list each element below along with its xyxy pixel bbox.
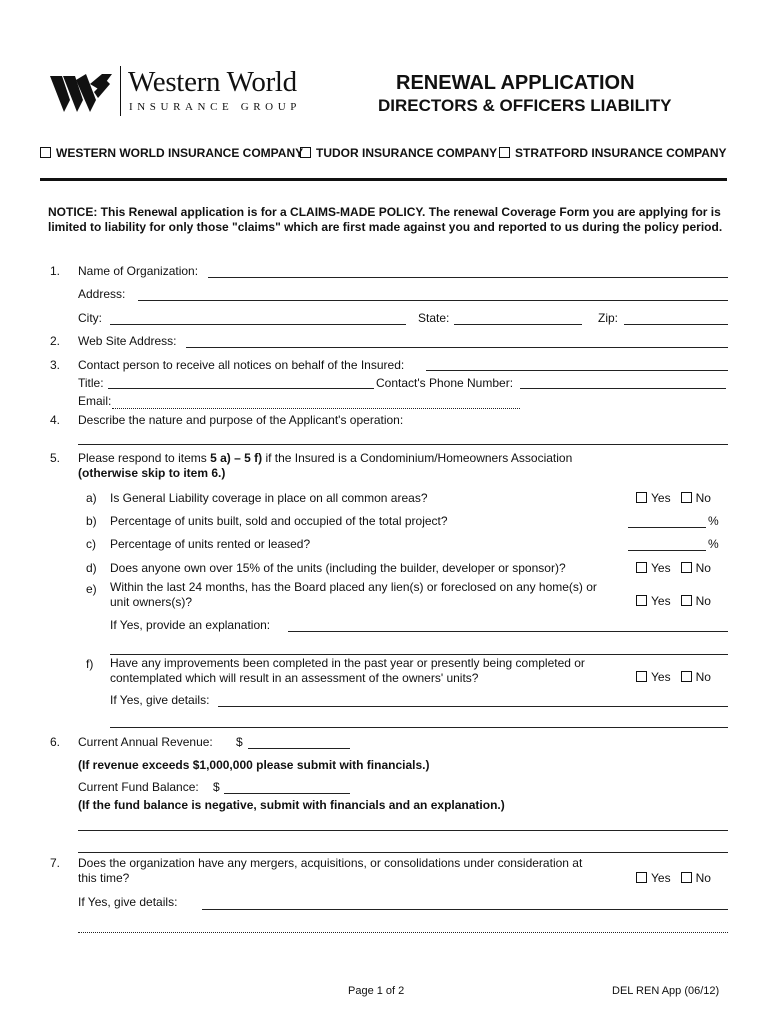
yes-checkbox[interactable] bbox=[636, 671, 647, 682]
website-field[interactable] bbox=[186, 347, 728, 348]
company-checkbox[interactable] bbox=[499, 147, 510, 158]
claims-made-notice: NOTICE: This Renewal application is for a CLAIMS-MADE POLICY. The renewal Coverage Form you are applying for is limited to liability for only those "claims" which are first made against you and reported to us during the policy period. bbox=[48, 205, 723, 234]
q5e-yes-no: Yes No bbox=[636, 594, 711, 608]
revenue-note: (If revenue exceeds $1,000,000 please submit with financials.) bbox=[78, 758, 430, 772]
q5-intro: Please respond to items 5 a) – 5 f) if the Insured is a Condominium/Homeowners Association bbox=[78, 451, 573, 465]
q5e-text-line2: unit owners(s)? bbox=[110, 595, 193, 609]
revenue-currency: $ bbox=[236, 735, 243, 749]
company-checkbox[interactable] bbox=[40, 147, 51, 158]
logo-tagline: INSURANCE GROUP bbox=[129, 101, 301, 113]
q5c-letter: c) bbox=[86, 537, 96, 551]
company-option-western-world[interactable]: WESTERN WORLD INSURANCE COMPANY bbox=[40, 146, 303, 160]
contact-title-label: Title: bbox=[78, 376, 104, 390]
q5d-yes-no: Yes No bbox=[636, 561, 711, 575]
contact-person-label: Contact person to receive all notices on behalf of the Insured: bbox=[78, 358, 405, 372]
fund-balance-field[interactable] bbox=[224, 793, 350, 794]
page-subtitle: DIRECTORS & OFFICERS LIABILITY bbox=[378, 96, 672, 115]
org-name-label: Name of Organization: bbox=[78, 264, 199, 278]
q5-skip-note: (otherwise skip to item 6.) bbox=[78, 466, 226, 480]
city-field[interactable] bbox=[110, 324, 406, 325]
q5a-yes-no: Yes No bbox=[636, 491, 711, 505]
q5f-details-field[interactable] bbox=[218, 706, 728, 707]
revenue-field[interactable] bbox=[248, 748, 350, 749]
q5f-yes-no: Yes No bbox=[636, 670, 711, 684]
q5b-percent-field[interactable] bbox=[628, 527, 706, 528]
q5e-explain-field-2[interactable] bbox=[110, 654, 728, 655]
yes-checkbox[interactable] bbox=[636, 562, 647, 573]
fund-balance-label: Current Fund Balance: bbox=[78, 780, 199, 794]
no-checkbox[interactable] bbox=[681, 492, 692, 503]
contact-title-field[interactable] bbox=[108, 388, 374, 389]
logo-divider bbox=[120, 66, 121, 116]
revenue-label: Current Annual Revenue: bbox=[78, 735, 213, 749]
contact-email-field[interactable] bbox=[112, 408, 520, 409]
yes-checkbox[interactable] bbox=[636, 872, 647, 883]
q7-details-field-2[interactable] bbox=[78, 932, 728, 933]
zip-field[interactable] bbox=[624, 324, 728, 325]
zip-label: Zip: bbox=[598, 311, 619, 325]
org-name-field[interactable] bbox=[208, 277, 728, 278]
no-checkbox[interactable] bbox=[681, 562, 692, 573]
address-label: Address: bbox=[78, 287, 126, 301]
q5a-text: Is General Liability coverage in place on all common areas? bbox=[110, 491, 428, 505]
q5-number: 5. bbox=[50, 451, 61, 465]
q7-text-line2: this time? bbox=[78, 871, 130, 885]
page-number: Page 1 of 2 bbox=[348, 985, 405, 997]
contact-phone-label: Contact's Phone Number: bbox=[376, 376, 514, 390]
q5f-text-line1: Have any improvements been completed in the past year or presently being completed or bbox=[110, 656, 585, 670]
q5e-explain-field[interactable] bbox=[288, 631, 728, 632]
operation-label: Describe the nature and purpose of the Applicant's operation: bbox=[78, 413, 404, 427]
company-checkbox[interactable] bbox=[300, 147, 311, 158]
no-checkbox[interactable] bbox=[681, 671, 692, 682]
city-label: City: bbox=[78, 311, 102, 325]
state-label: State: bbox=[418, 311, 450, 325]
yes-checkbox[interactable] bbox=[636, 492, 647, 503]
yes-checkbox[interactable] bbox=[636, 595, 647, 606]
q5f-details-label: If Yes, give details: bbox=[110, 693, 210, 707]
logo-name: Western World bbox=[128, 66, 297, 98]
q5b-percent-sign: % bbox=[708, 514, 719, 528]
page-title: RENEWAL APPLICATION bbox=[396, 72, 635, 94]
contact-email-label: Email: bbox=[78, 394, 112, 408]
q6-explain-field[interactable] bbox=[78, 830, 728, 831]
q5b-text: Percentage of units built, sold and occupied of the total project? bbox=[110, 514, 448, 528]
no-checkbox[interactable] bbox=[681, 872, 692, 883]
q5c-percent-field[interactable] bbox=[628, 550, 706, 551]
q7-text-line1: Does the organization have any mergers, acquisitions, or consolidations under consideration at bbox=[78, 856, 583, 870]
company-option-tudor[interactable]: TUDOR INSURANCE COMPANY bbox=[300, 146, 497, 160]
contact-person-field[interactable] bbox=[426, 370, 728, 371]
q7-yes-no: Yes No bbox=[636, 871, 711, 885]
q5b-letter: b) bbox=[86, 514, 97, 528]
q5e-letter: e) bbox=[86, 582, 97, 596]
q7-number: 7. bbox=[50, 856, 61, 870]
q5f-details-field-2[interactable] bbox=[110, 727, 728, 728]
form-code: DEL REN App (06/12) bbox=[612, 985, 720, 997]
contact-phone-field[interactable] bbox=[520, 388, 726, 389]
state-field[interactable] bbox=[454, 324, 582, 325]
q2-number: 2. bbox=[50, 334, 61, 348]
q4-number: 4. bbox=[50, 413, 61, 427]
fund-balance-currency: $ bbox=[213, 780, 220, 794]
website-label: Web Site Address: bbox=[78, 334, 177, 348]
operation-field[interactable] bbox=[78, 444, 728, 445]
q5e-text-line1: Within the last 24 months, has the Board placed any lien(s) or foreclosed on any home(s) or bbox=[110, 580, 597, 594]
q5f-text-line2: contemplated which will result in an assessment of the owners' units? bbox=[110, 671, 479, 685]
q5d-text: Does anyone own over 15% of the units (including the builder, developer or sponsor)? bbox=[110, 561, 566, 575]
q5d-letter: d) bbox=[86, 561, 97, 575]
address-field[interactable] bbox=[138, 300, 728, 301]
header-rule bbox=[40, 178, 727, 181]
western-world-logo-mark bbox=[50, 70, 114, 118]
q5a-letter: a) bbox=[86, 491, 97, 505]
fund-balance-note: (If the fund balance is negative, submit with financials and an explanation.) bbox=[78, 798, 505, 812]
q6-explain-field-2[interactable] bbox=[78, 852, 728, 853]
q5c-percent-sign: % bbox=[708, 537, 719, 551]
q7-details-label: If Yes, give details: bbox=[78, 895, 178, 909]
company-option-stratford[interactable]: STRATFORD INSURANCE COMPANY bbox=[499, 146, 727, 160]
q6-number: 6. bbox=[50, 735, 61, 749]
q7-details-field[interactable] bbox=[202, 909, 728, 910]
q5c-text: Percentage of units rented or leased? bbox=[110, 537, 311, 551]
q1-number: 1. bbox=[50, 264, 61, 278]
q3-number: 3. bbox=[50, 358, 61, 372]
no-checkbox[interactable] bbox=[681, 595, 692, 606]
q5f-letter: f) bbox=[86, 657, 94, 671]
q5e-explain-label: If Yes, provide an explanation: bbox=[110, 618, 271, 632]
